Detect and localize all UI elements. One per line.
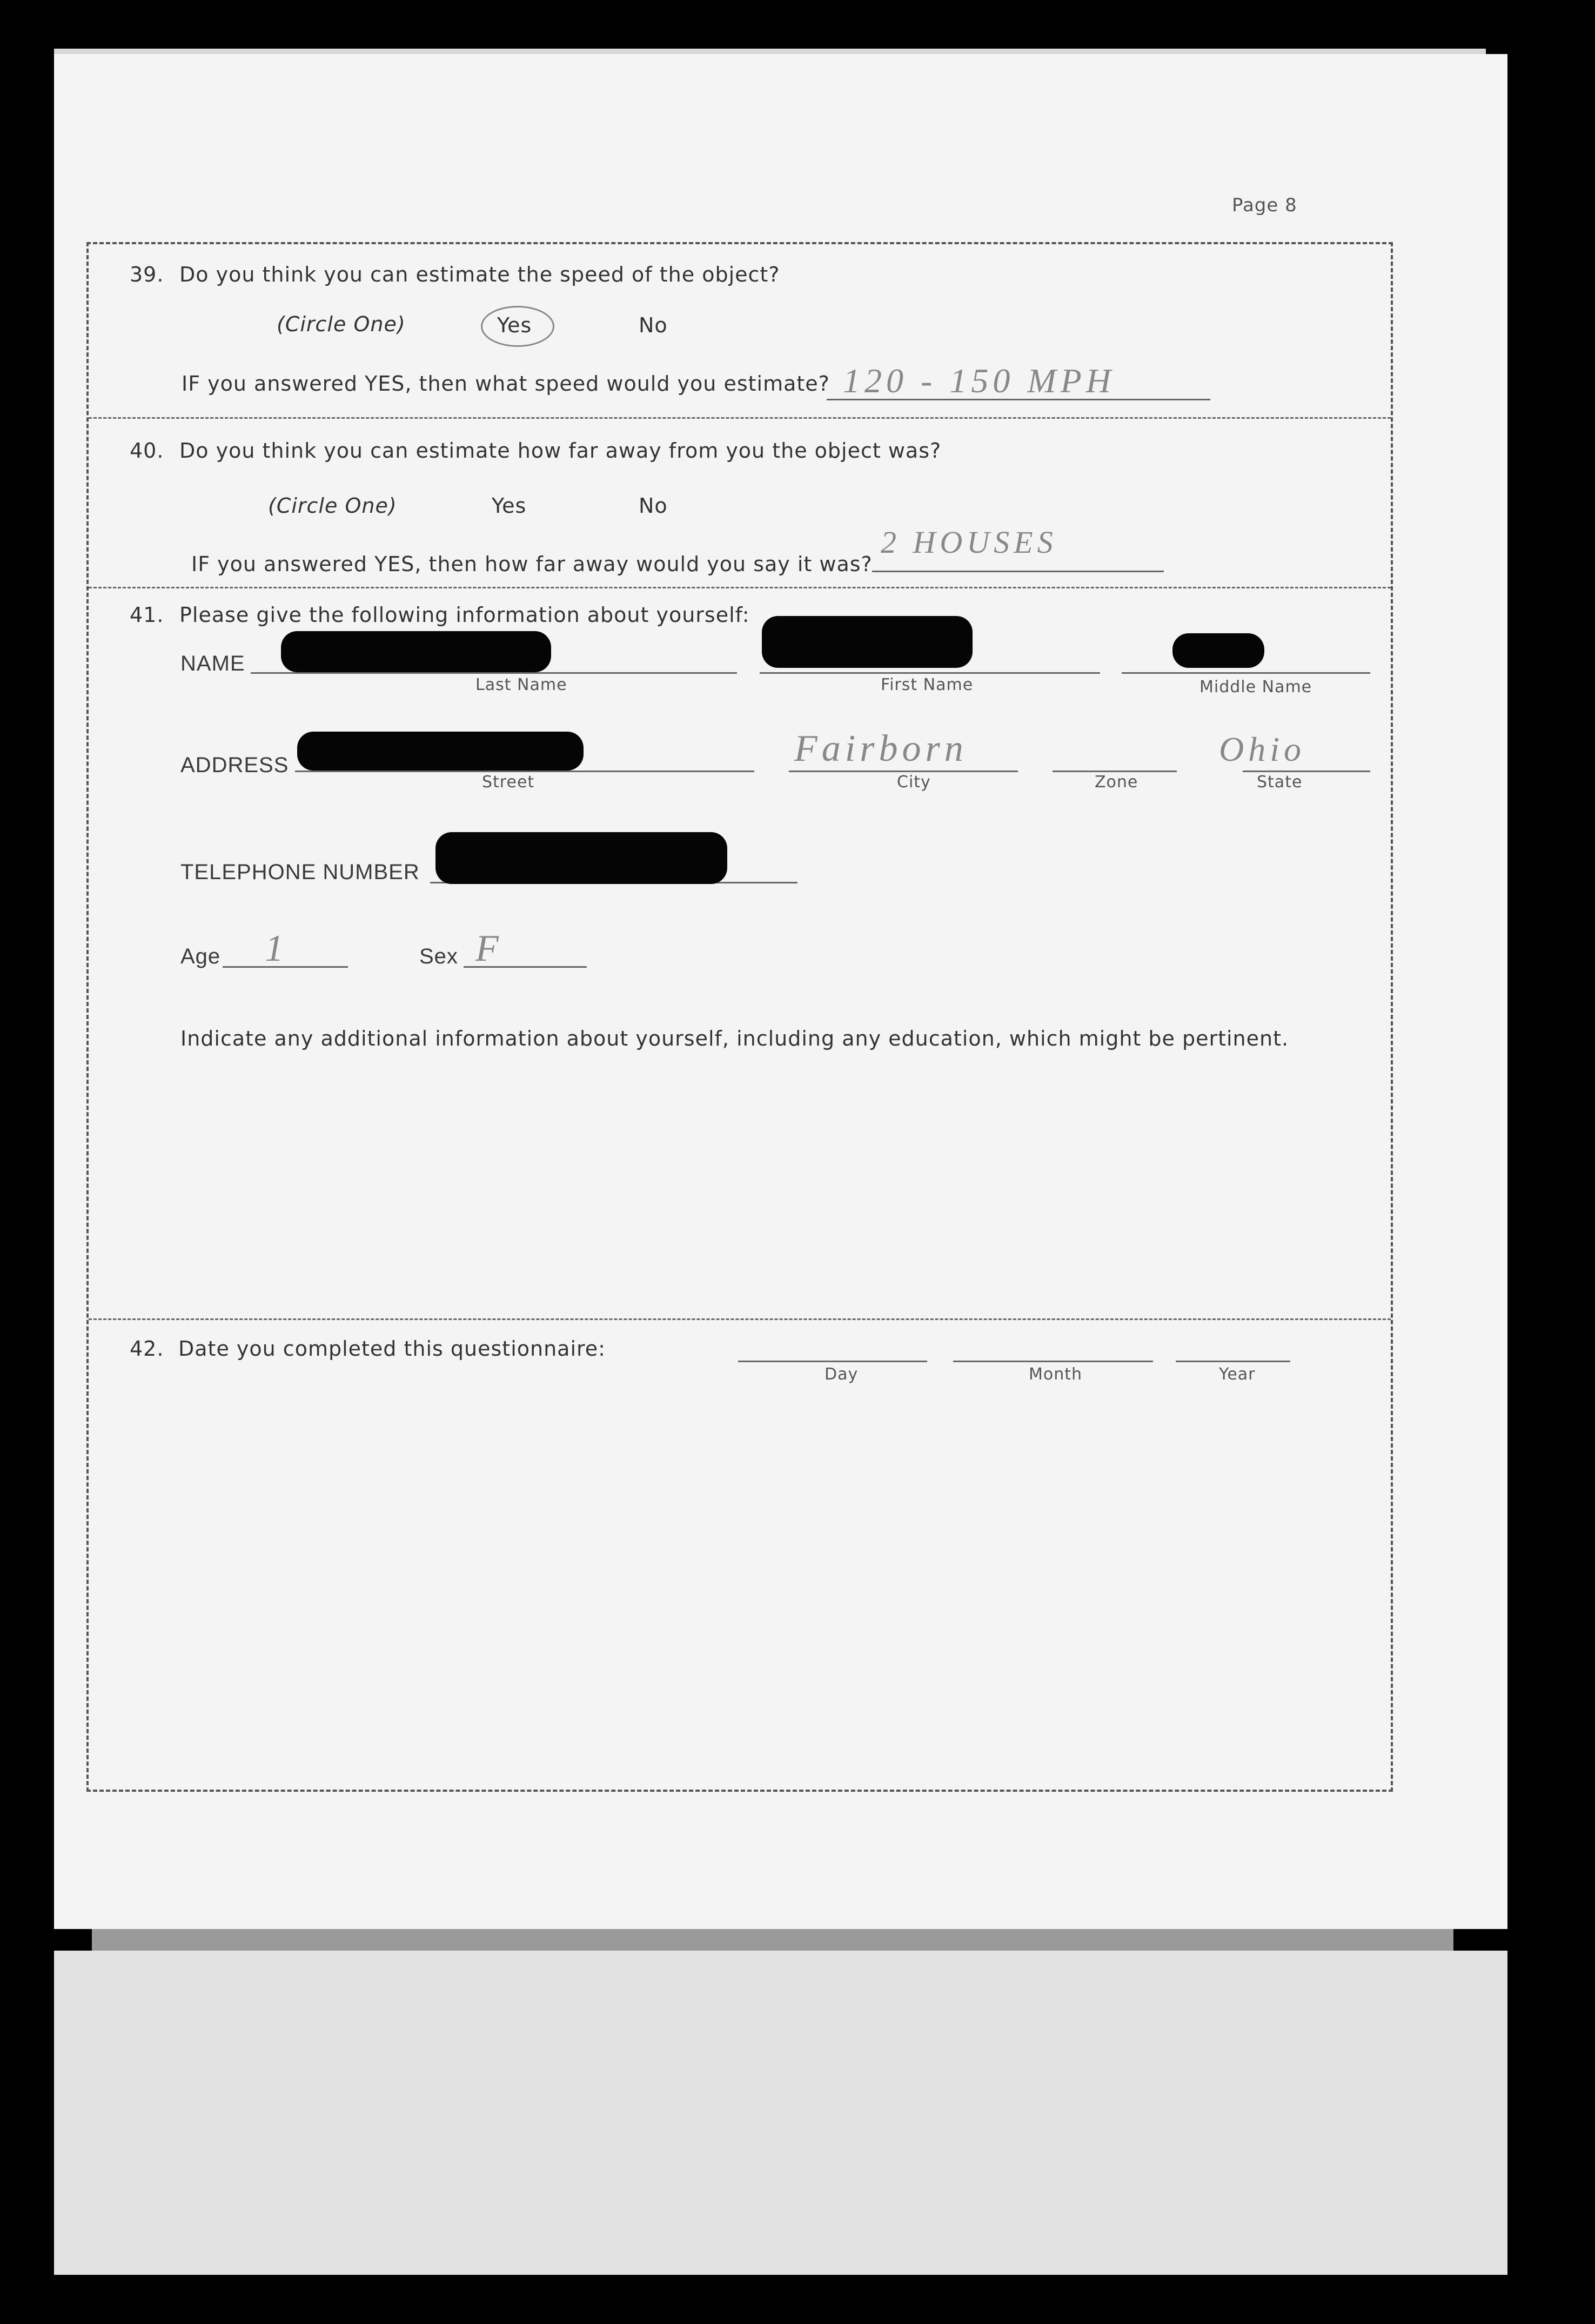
middle-name-line [1122, 672, 1370, 674]
q39-followup: IF you answered YES, then what speed would you estimate? [182, 372, 830, 396]
divider-39-40 [89, 417, 1391, 419]
day-caption: Day [825, 1365, 859, 1384]
street-caption: Street [482, 773, 535, 792]
q39-yes-option[interactable]: Yes [497, 313, 532, 337]
year-line [1176, 1361, 1290, 1362]
q40-question: Do you think you can estimate how far away from you the object was? [179, 439, 942, 463]
month-line [953, 1361, 1153, 1362]
day-line [738, 1361, 927, 1362]
state-value[interactable]: Ohio [1219, 730, 1305, 768]
q40-circle-hint: (Circle One) [268, 494, 397, 518]
zone-line [1053, 771, 1177, 772]
first-name-caption: First Name [881, 675, 974, 694]
sex-label: Sex [419, 945, 458, 968]
last-name-caption: Last Name [475, 675, 567, 694]
street-line [295, 771, 754, 772]
q39-circle-hint: (Circle One) [277, 312, 406, 336]
q40-answer[interactable]: 2 HOUSES [881, 525, 1057, 560]
page-shadow [92, 1929, 1453, 1951]
page-number: Page 8 [1232, 195, 1297, 216]
q39-question: Do you think you can estimate the speed of the object? [179, 263, 780, 286]
redaction-street [297, 732, 584, 771]
year-caption: Year [1219, 1365, 1256, 1384]
q39-answer[interactable]: 120 - 150 MPH [843, 361, 1115, 400]
q42-number: 42. [130, 1337, 164, 1361]
first-name-line [760, 672, 1100, 674]
age-label: Age [180, 945, 221, 968]
underlying-sheet [54, 1951, 1507, 2275]
sex-value[interactable]: F [475, 928, 503, 969]
q40-yes-option[interactable]: Yes [492, 494, 527, 518]
address-label: ADDRESS [180, 753, 289, 777]
state-line [1243, 771, 1370, 772]
q41-number: 41. [130, 603, 164, 627]
film-border [0, 2275, 1595, 2324]
q41-prompt: Please give the following information about yourself: [179, 603, 750, 627]
zone-caption: Zone [1095, 773, 1138, 792]
redaction-first-name [762, 616, 973, 668]
q40-number: 40. [130, 439, 164, 463]
month-caption: Month [1029, 1365, 1083, 1384]
q39-number: 39. [130, 263, 164, 286]
city-caption: City [897, 773, 931, 792]
redaction-last-name [281, 631, 551, 672]
q40-followup: IF you answered YES, then how far away would you say it was? [191, 552, 873, 576]
divider-40-41 [89, 587, 1391, 588]
middle-name-caption: Middle Name [1199, 678, 1312, 696]
q40-answer-line [872, 571, 1164, 572]
redaction-middle-name [1172, 633, 1264, 668]
questionnaire-box [86, 242, 1393, 1792]
q40-no-option[interactable]: No [639, 494, 668, 518]
telephone-label: TELEPHONE NUMBER [180, 860, 420, 884]
city-value[interactable]: Fairborn [794, 728, 968, 769]
q42-prompt: Date you completed this questionnaire: [178, 1337, 606, 1361]
last-name-line [251, 672, 737, 674]
redaction-telephone [435, 832, 727, 884]
city-line [789, 771, 1018, 772]
state-caption: State [1257, 773, 1303, 792]
age-value[interactable]: 1 [265, 928, 288, 969]
q39-no-option[interactable]: No [639, 313, 668, 337]
name-label: NAME [180, 652, 245, 675]
additional-info-prompt: Indicate any additional information about yourself, including any education, which might be pertinent. [180, 1027, 1289, 1050]
divider-41-42 [89, 1318, 1391, 1320]
